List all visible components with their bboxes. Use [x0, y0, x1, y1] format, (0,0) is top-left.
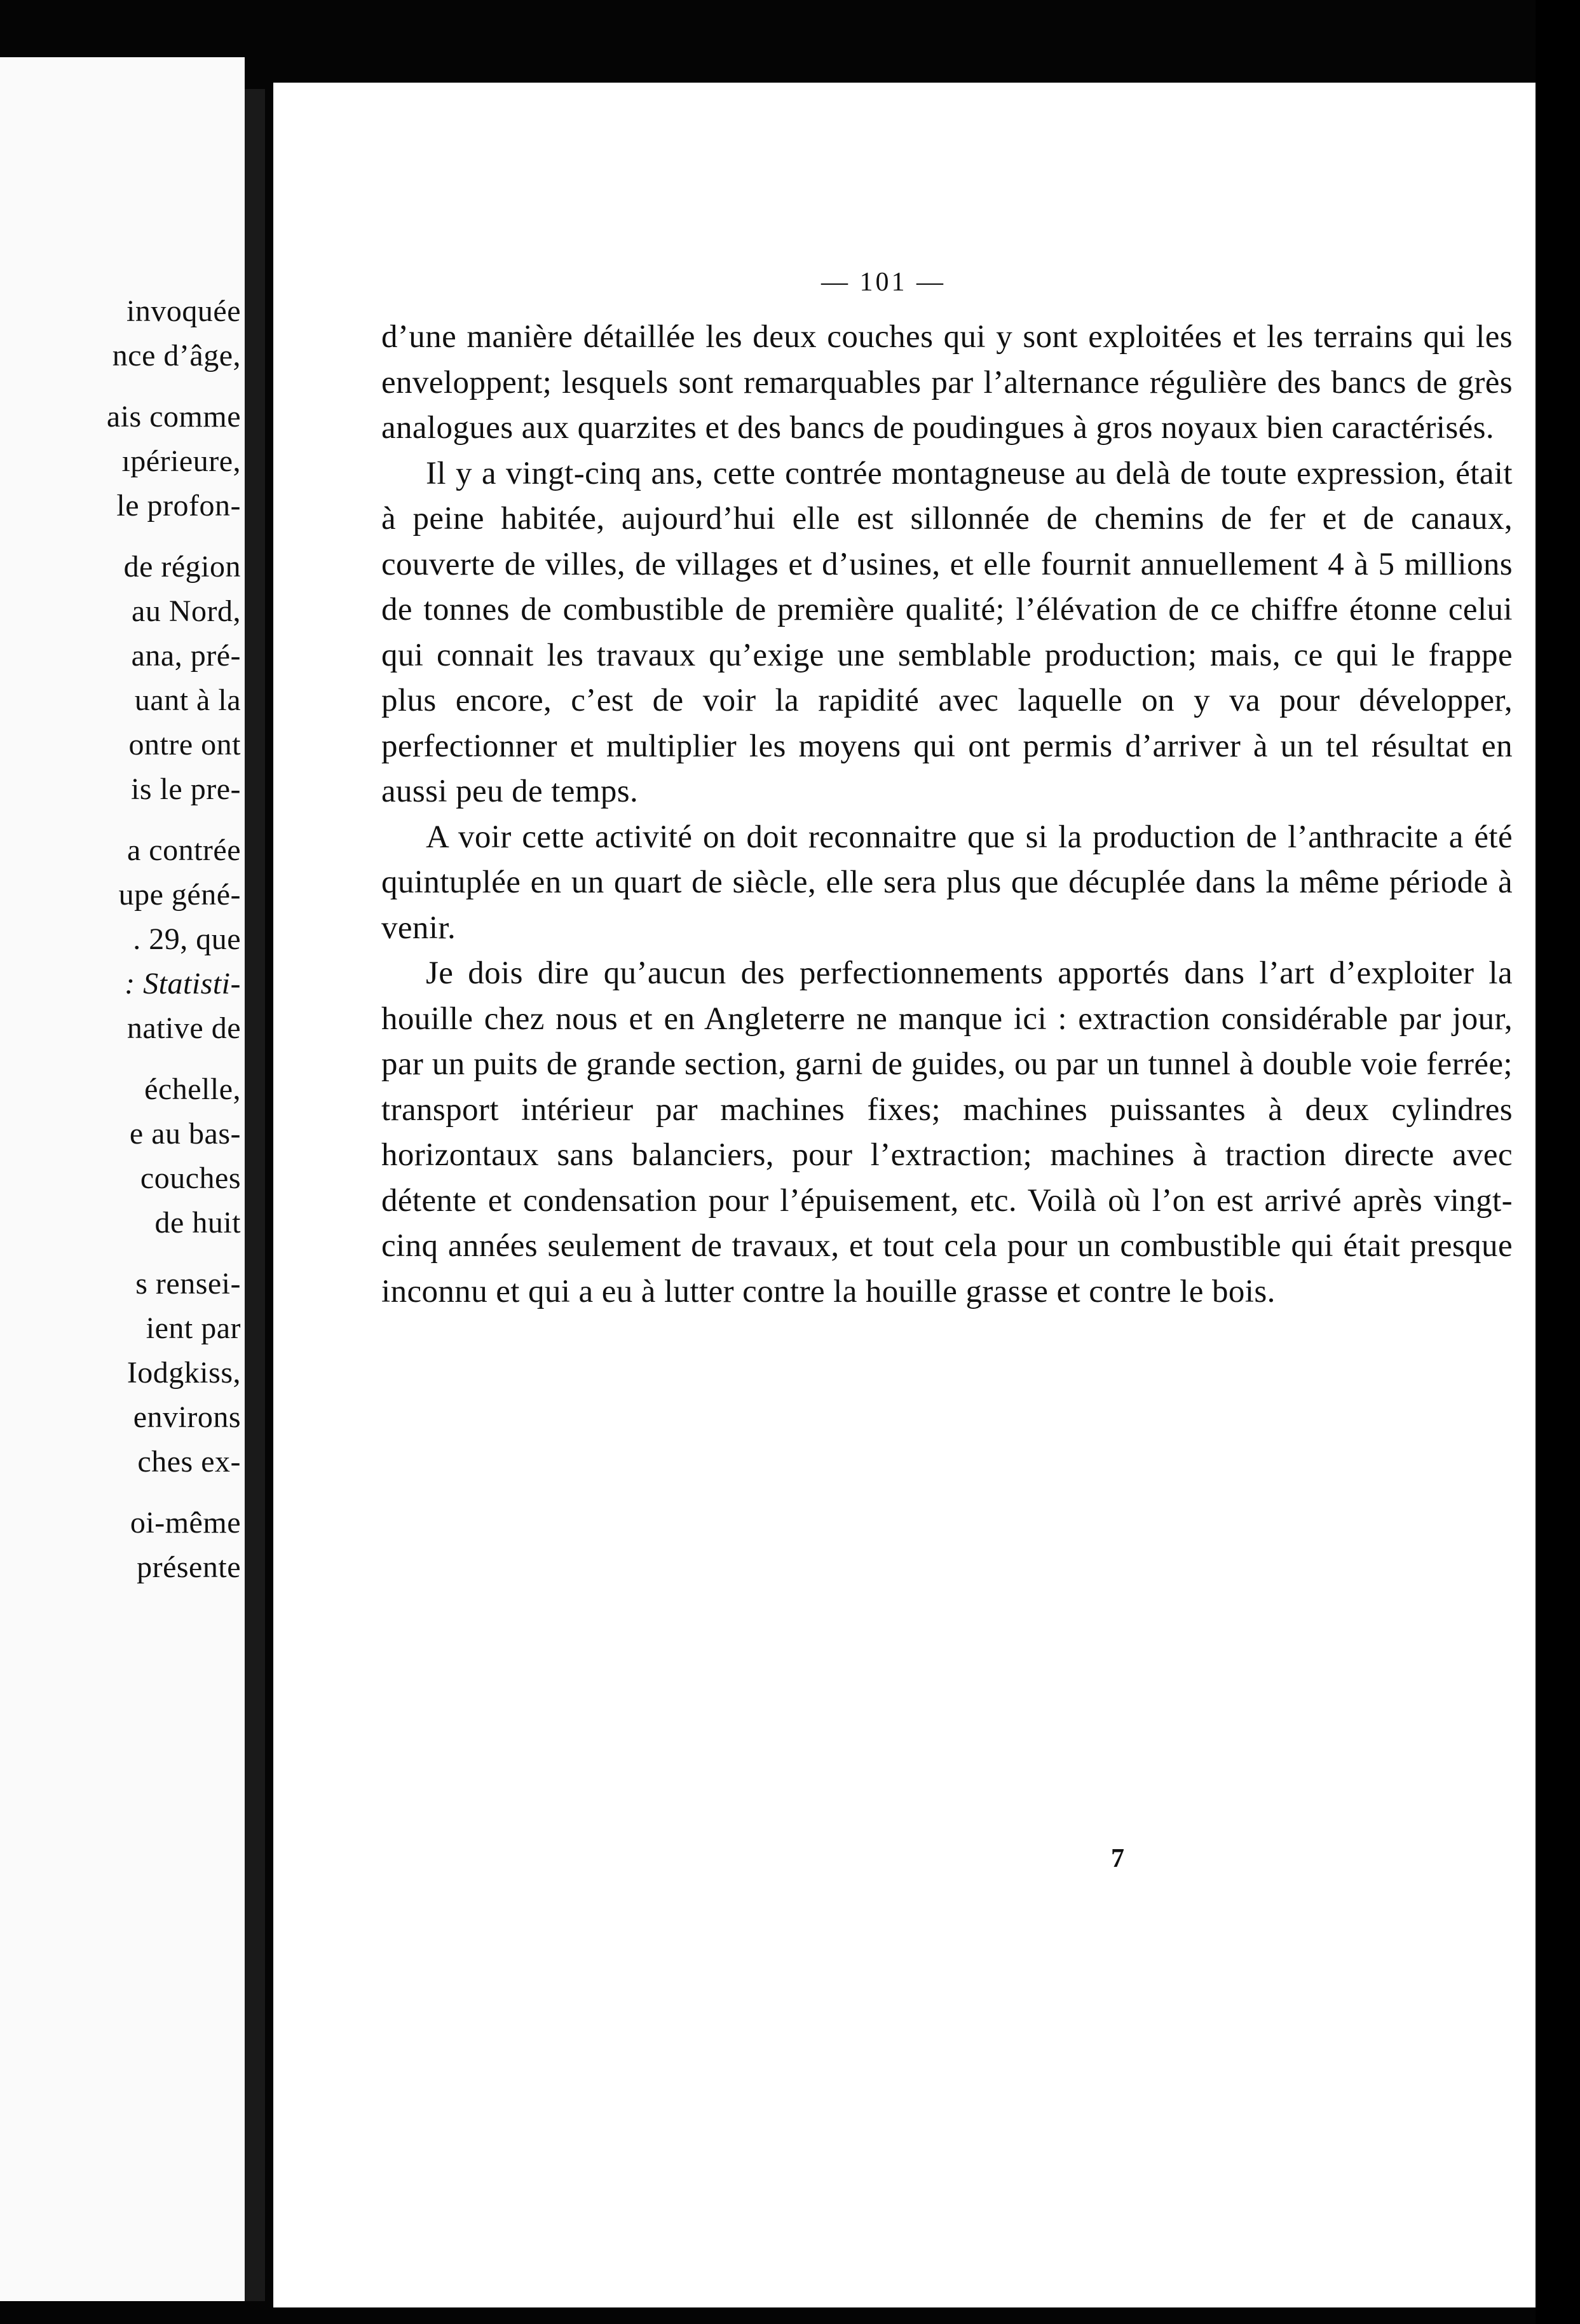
left-line: de huit — [154, 1206, 241, 1240]
left-line: uant à la — [134, 683, 241, 717]
left-facing-page — [0, 57, 245, 2301]
left-line: a contrée — [126, 833, 241, 867]
signature-mark: 7 — [1111, 1844, 1124, 1873]
left-line: native de — [126, 1011, 241, 1045]
left-line: e au bas- — [129, 1117, 241, 1151]
left-line: ana, pré- — [131, 639, 241, 673]
left-line: ıpérieure, — [121, 444, 241, 478]
left-line: ient par — [146, 1311, 241, 1345]
left-line: Iodgkiss, — [126, 1356, 241, 1390]
body-text — [381, 315, 1513, 1315]
left-line: ontre ont — [128, 728, 241, 762]
paragraph: d’une manière détaillée les deux couches qui y sont exploitées et les terrains qui les enveloppent; lesquels sont remarquables par l’alternance régulière des bancs de grès analogues aux quarzites et des bancs de poudingues à gros noyaux bien caractérisés. — [381, 319, 1513, 446]
page-number: — 101 — — [821, 268, 946, 297]
left-line: invoquée — [126, 294, 241, 328]
left-line: le profon- — [116, 489, 241, 523]
left-line: oi-même — [130, 1506, 241, 1540]
left-line: : Statisti- — [125, 967, 241, 1001]
scan-edge — [1536, 0, 1580, 2324]
left-line: upe géné- — [118, 878, 241, 912]
left-line: ais comme — [106, 400, 241, 434]
right-page — [273, 83, 1538, 2307]
paragraph: A voir cette activité on doit reconnaitre que si la production de l’anthracite a été quintuplée en un quart de siècle, elle sera plus que décuplée dans la même période à venir. — [381, 819, 1513, 946]
left-line: couches — [140, 1161, 241, 1195]
left-line: échelle, — [144, 1072, 241, 1106]
paragraph: Il y a vingt-cinq ans, cette contrée montagneuse au delà de toute expression, était à peine habitée, aujourd’hui elle est sillonnée de chemins de fer et de canaux, couverte de villes, de villages et d’usines, et elle fournit annuellement 4 à 5 millions de tonnes de combustible de première qualité; l’élévation de ce chiffre étonne celui qui connait les travaux qu’exige une semblable production; mais, ce qui le frappe plus encore, c’est de voir la rapidité avec laquelle on y va pour développer, perfectionner et multiplier les moyens qui ont permis d’arriver à un tel résultat en aussi peu de temps. — [381, 455, 1513, 809]
left-page-text-column — [0, 289, 241, 1590]
left-line: de région — [123, 550, 241, 584]
book-gutter — [245, 89, 265, 2301]
left-line: is le pre- — [131, 772, 241, 806]
left-line: présente — [137, 1550, 241, 1584]
left-line: . 29, que — [133, 922, 241, 956]
paragraph: Je dois dire qu’aucun des perfectionnements apportés dans l’art d’exploiter la houille chez nous et en Angleterre ne manque ici : extraction considérable par jour, par un puits de grande section, garni de guides, ou par un tunnel à double voie ferrée; transport intérieur par machines fixes; machines puissantes à deux cylindres horizontaux sans balanciers, pour l’extraction; machines à traction directe avec détente et condensation pour l’épuisement, etc. Voilà où l’on est arrivé après vingt-cinq années seulement de travaux, et tout cela pour un combustible qui était presque inconnu et qui a eu à lutter contre la houille grasse et contre le bois. — [381, 955, 1513, 1309]
left-line: ches ex- — [137, 1445, 241, 1479]
left-line: au Nord, — [132, 594, 241, 628]
left-line: nce d’âge, — [112, 339, 241, 373]
left-line: environs — [133, 1400, 241, 1434]
left-line: s rensei- — [135, 1267, 241, 1301]
